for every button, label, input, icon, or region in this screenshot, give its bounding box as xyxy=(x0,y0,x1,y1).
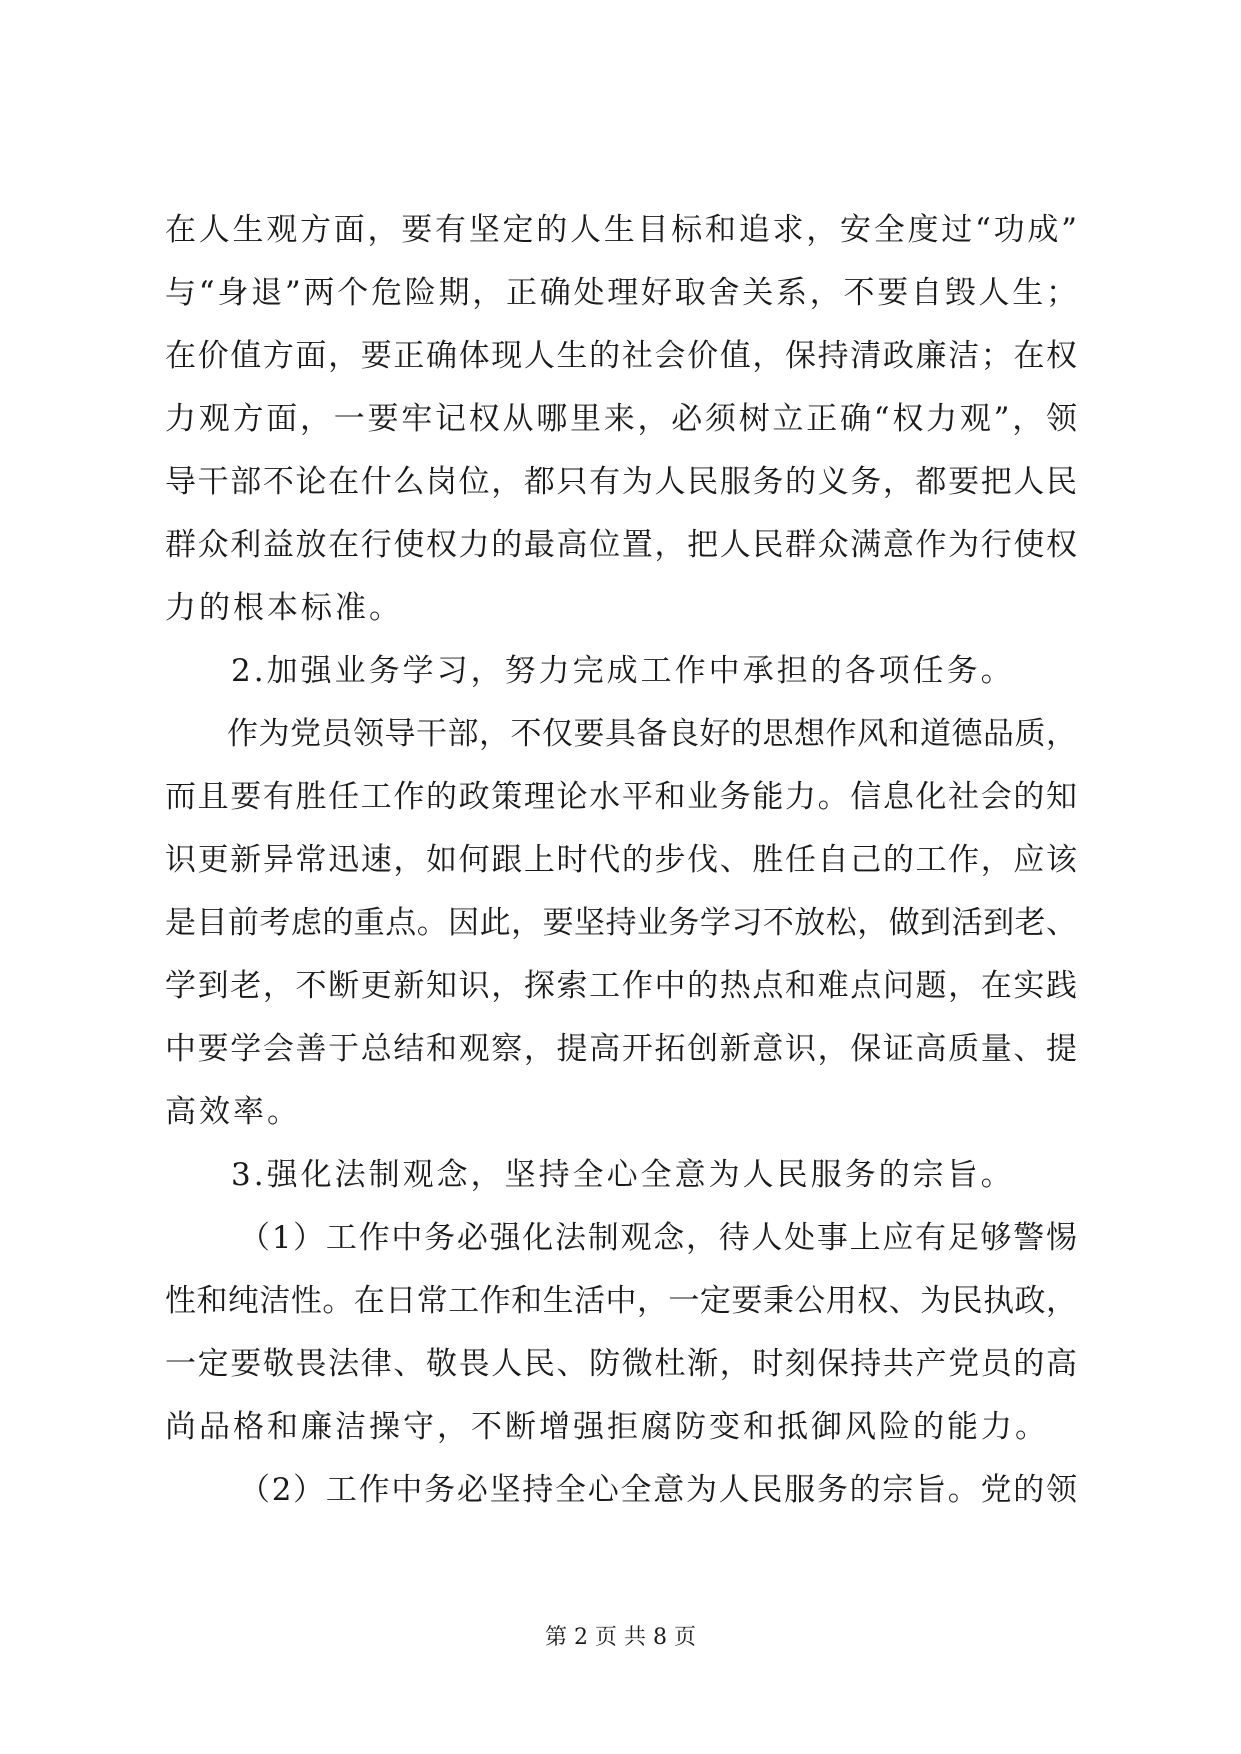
text-line: 而且要有胜任工作的政策理论水平和业务能力。信息化社会的知 xyxy=(165,779,1077,815)
text-line: 一定要敬畏法律、敬畏人民、防微杜渐，时刻保持共产党员的高 xyxy=(165,1346,1077,1382)
paragraph-first-line: （2）工作中务必坚持全心全意为人民服务的宗旨。党的领 xyxy=(239,1472,1077,1508)
text-line: 是目前考虑的重点。因此，要坚持业务学习不放松，做到活到老、 xyxy=(165,905,1077,941)
text-line: 性和纯洁性。在日常工作和生活中，一定要秉公用权、为民执政， xyxy=(165,1283,1077,1319)
section-heading: 2.加强业务学习，努力完成工作中承担的各项任务。 xyxy=(231,653,1015,689)
paragraph-first-line: （1）工作中务必强化法制观念，待人处事上应有足够警惕 xyxy=(239,1220,1077,1256)
text-line: 群众利益放在行使权力的最高位置，把人民群众满意作为行使权 xyxy=(165,527,1077,563)
text-line: 中要学会善于总结和观察，提高开拓创新意识，保证高质量、提 xyxy=(165,1031,1077,1067)
text-line: 学到老，不断更新知识，探索工作中的热点和难点问题，在实践 xyxy=(165,968,1077,1004)
document-body xyxy=(165,199,1077,1522)
paragraph-first-line: 作为党员领导干部，不仅要具备良好的思想作风和道德品质， xyxy=(227,716,1077,752)
text-line: 在价值方面，要正确体现人生的社会价值，保持清政廉洁；在权 xyxy=(165,338,1077,374)
text-line: 尚品格和廉洁操守，不断增强拒腐防变和抵御风险的能力。 xyxy=(165,1409,1049,1445)
text-line: 识更新异常迅速，如何跟上时代的步伐、胜任自己的工作，应该 xyxy=(165,842,1077,878)
text-line: 在人生观方面，要有坚定的人生目标和追求，安全度过“功成” xyxy=(165,212,1077,248)
text-line: 力观方面，一要牢记权从哪里来，必须树立正确“权力观”，领 xyxy=(165,401,1077,437)
page-number-footer: 第 2 页 共 8 页 xyxy=(545,1625,696,1650)
text-line: 导干部不论在什么岗位，都只有为人民服务的义务，都要把人民 xyxy=(165,464,1077,500)
section-heading: 3.强化法制观念，坚持全心全意为人民服务的宗旨。 xyxy=(231,1157,1015,1193)
text-line: 与“身退”两个危险期，正确处理好取舍关系，不要自毁人生； xyxy=(165,275,1077,311)
text-line: 力的根本标准。 xyxy=(165,590,403,626)
text-line: 高效率。 xyxy=(165,1094,301,1130)
